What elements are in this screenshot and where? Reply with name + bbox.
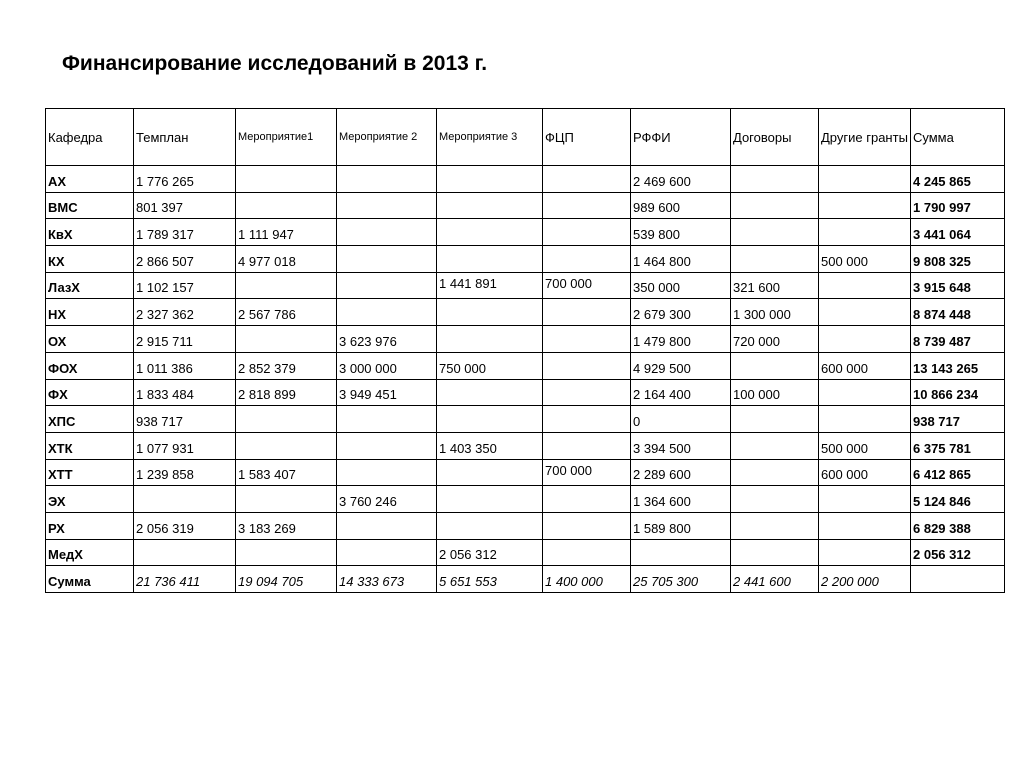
table-cell: 500 000 (819, 432, 911, 459)
table-cell: 350 000 (631, 272, 731, 299)
table-cell: 1 464 800 (631, 246, 731, 273)
table-cell (819, 192, 911, 219)
table-row (46, 246, 1005, 273)
table-cell: 100 000 (731, 379, 819, 406)
table-row (46, 166, 1005, 193)
table-cell (731, 166, 819, 193)
table-row (46, 352, 1005, 379)
table-cell (631, 539, 731, 566)
table-row (46, 326, 1005, 353)
row-sum-cell: 3 915 648 (911, 272, 1005, 299)
table-cell (819, 272, 911, 299)
table-cell: 4 977 018 (236, 246, 337, 273)
table-cell (819, 486, 911, 513)
table-cell (731, 219, 819, 246)
table-cell: 938 717 (134, 406, 236, 433)
column-header: ФЦП (543, 109, 631, 166)
table-cell: 1 077 931 (134, 432, 236, 459)
column-header: Договоры (731, 109, 819, 166)
row-sum-cell: 8 874 448 (911, 299, 1005, 326)
table-cell (543, 219, 631, 246)
table-cell: 1 789 317 (134, 219, 236, 246)
table-cell (337, 539, 437, 566)
table-cell (134, 486, 236, 513)
department-name: ОХ (46, 326, 134, 353)
table-row (46, 192, 1005, 219)
table-cell: 1 364 600 (631, 486, 731, 513)
department-name: ЛазХ (46, 272, 134, 299)
table-cell (437, 166, 543, 193)
table-cell: 2 056 319 (134, 512, 236, 539)
table-cell (236, 486, 337, 513)
table-cell (337, 406, 437, 433)
table-cell (437, 219, 543, 246)
table-cell (731, 352, 819, 379)
table-cell (134, 539, 236, 566)
column-header: Мероприятие 3 (437, 109, 543, 166)
table-cell: 3 949 451 (337, 379, 437, 406)
table-cell (337, 219, 437, 246)
table-cell: 2 327 362 (134, 299, 236, 326)
row-sum-cell: 5 124 846 (911, 486, 1005, 513)
table-cell (819, 379, 911, 406)
department-name: ЭХ (46, 486, 134, 513)
table-cell (731, 459, 819, 486)
funding-table (45, 108, 1005, 593)
table-cell: 3 394 500 (631, 432, 731, 459)
department-name: ФХ (46, 379, 134, 406)
table-cell: 1 776 265 (134, 166, 236, 193)
table-cell (437, 406, 543, 433)
table-cell (543, 486, 631, 513)
table-cell: 539 800 (631, 219, 731, 246)
table-cell (731, 192, 819, 219)
department-name: ХТК (46, 432, 134, 459)
table-cell (437, 299, 543, 326)
total-cell: 2 441 600 (731, 566, 819, 593)
column-header: Мероприятие1 (236, 109, 337, 166)
row-sum-cell: 1 790 997 (911, 192, 1005, 219)
row-sum-cell: 10 866 234 (911, 379, 1005, 406)
department-name: ХПС (46, 406, 134, 433)
table-cell: 1 102 157 (134, 272, 236, 299)
department-name: ХТТ (46, 459, 134, 486)
table-cell: 600 000 (819, 352, 911, 379)
row-sum-cell: 4 245 865 (911, 166, 1005, 193)
table-cell: 2 056 312 (437, 539, 543, 566)
table-cell (236, 326, 337, 353)
table-cell (437, 486, 543, 513)
table-cell (819, 539, 911, 566)
table-cell (543, 406, 631, 433)
total-label: Сумма (46, 566, 134, 593)
table-cell: 2 818 899 (236, 379, 337, 406)
column-header: Кафедра (46, 109, 134, 166)
table-cell: 2 567 786 (236, 299, 337, 326)
table-cell: 2 866 507 (134, 246, 236, 273)
table-cell (819, 166, 911, 193)
row-sum-cell: 6 829 388 (911, 512, 1005, 539)
table-cell (337, 432, 437, 459)
table-cell (731, 486, 819, 513)
table-cell (731, 246, 819, 273)
column-header: Сумма (911, 109, 1005, 166)
table-cell: 2 679 300 (631, 299, 731, 326)
header-row (46, 109, 1005, 166)
table-cell (543, 432, 631, 459)
row-sum-cell: 13 143 265 (911, 352, 1005, 379)
table-row (46, 432, 1005, 459)
table-cell (437, 379, 543, 406)
table-cell (819, 299, 911, 326)
table-cell: 321 600 (731, 272, 819, 299)
table-cell (337, 272, 437, 299)
table-cell (543, 352, 631, 379)
table-cell (819, 326, 911, 353)
table-cell (437, 326, 543, 353)
table-row (46, 272, 1005, 299)
table-cell: 801 397 (134, 192, 236, 219)
table-cell (543, 326, 631, 353)
table-cell (236, 192, 337, 219)
table-cell (819, 219, 911, 246)
department-name: КХ (46, 246, 134, 273)
table-cell: 2 915 711 (134, 326, 236, 353)
table-cell (337, 299, 437, 326)
column-header: Мероприятие 2 (337, 109, 437, 166)
table-cell: 720 000 (731, 326, 819, 353)
table-cell: 600 000 (819, 459, 911, 486)
row-sum-cell: 9 808 325 (911, 246, 1005, 273)
department-name: АХ (46, 166, 134, 193)
table-cell (236, 166, 337, 193)
table-cell: 1 300 000 (731, 299, 819, 326)
total-cell (911, 566, 1005, 593)
table-cell: 1 111 947 (236, 219, 337, 246)
table-row (46, 512, 1005, 539)
table-cell (337, 166, 437, 193)
column-header: Другие гранты (819, 109, 911, 166)
table-cell (543, 299, 631, 326)
total-cell: 14 333 673 (337, 566, 437, 593)
table-cell (437, 459, 543, 486)
row-sum-cell: 8 739 487 (911, 326, 1005, 353)
table-cell: 1 441 891 (437, 272, 543, 299)
table-cell (731, 539, 819, 566)
table-cell: 1 589 800 (631, 512, 731, 539)
department-name: РХ (46, 512, 134, 539)
table-cell: 750 000 (437, 352, 543, 379)
row-sum-cell: 3 441 064 (911, 219, 1005, 246)
table-cell: 2 289 600 (631, 459, 731, 486)
table-cell (543, 166, 631, 193)
table-row (46, 539, 1005, 566)
total-cell: 25 705 300 (631, 566, 731, 593)
table-cell (437, 246, 543, 273)
table-cell (437, 192, 543, 219)
table-cell: 1 833 484 (134, 379, 236, 406)
department-name: ФОХ (46, 352, 134, 379)
table-cell (543, 539, 631, 566)
table-cell: 1 403 350 (437, 432, 543, 459)
table-cell (543, 192, 631, 219)
table-cell (437, 512, 543, 539)
table-cell: 989 600 (631, 192, 731, 219)
department-name: НХ (46, 299, 134, 326)
table-row (46, 406, 1005, 433)
department-name: КвХ (46, 219, 134, 246)
department-name: МедХ (46, 539, 134, 566)
table-cell (337, 246, 437, 273)
table-cell: 2 469 600 (631, 166, 731, 193)
table-cell: 700 000 (543, 459, 631, 486)
department-name: ВМС (46, 192, 134, 219)
table-cell (337, 192, 437, 219)
table-cell: 4 929 500 (631, 352, 731, 379)
table-cell: 2 164 400 (631, 379, 731, 406)
table-cell: 3 183 269 (236, 512, 337, 539)
table-cell (819, 512, 911, 539)
column-header: РФФИ (631, 109, 731, 166)
table-cell: 500 000 (819, 246, 911, 273)
total-cell: 19 094 705 (236, 566, 337, 593)
row-sum-cell: 6 375 781 (911, 432, 1005, 459)
total-cell: 21 736 411 (134, 566, 236, 593)
table-cell (731, 406, 819, 433)
table-cell (731, 432, 819, 459)
table-cell (819, 406, 911, 433)
table-cell: 0 (631, 406, 731, 433)
table-row (46, 486, 1005, 513)
table-cell (236, 272, 337, 299)
table-cell (337, 459, 437, 486)
table-row (46, 459, 1005, 486)
total-row (46, 566, 1005, 593)
table-cell (543, 512, 631, 539)
table-cell: 3 000 000 (337, 352, 437, 379)
table-cell (543, 379, 631, 406)
table-cell (337, 512, 437, 539)
table-cell (236, 432, 337, 459)
total-cell: 1 400 000 (543, 566, 631, 593)
table-cell (543, 246, 631, 273)
table-cell: 3 623 976 (337, 326, 437, 353)
table-cell (236, 406, 337, 433)
total-cell: 5 651 553 (437, 566, 543, 593)
table-row (46, 379, 1005, 406)
table-cell: 2 852 379 (236, 352, 337, 379)
row-sum-cell: 938 717 (911, 406, 1005, 433)
table-cell: 1 011 386 (134, 352, 236, 379)
page-title: Финансирование исследований в 2013 г. (62, 52, 488, 75)
total-cell: 2 200 000 (819, 566, 911, 593)
table-cell (731, 512, 819, 539)
table-cell: 1 583 407 (236, 459, 337, 486)
table-cell: 1 479 800 (631, 326, 731, 353)
table-cell: 1 239 858 (134, 459, 236, 486)
column-header: Темплан (134, 109, 236, 166)
table-cell (236, 539, 337, 566)
table-row (46, 219, 1005, 246)
row-sum-cell: 2 056 312 (911, 539, 1005, 566)
table-row (46, 299, 1005, 326)
table-cell: 3 760 246 (337, 486, 437, 513)
table-cell: 700 000 (543, 272, 631, 299)
row-sum-cell: 6 412 865 (911, 459, 1005, 486)
